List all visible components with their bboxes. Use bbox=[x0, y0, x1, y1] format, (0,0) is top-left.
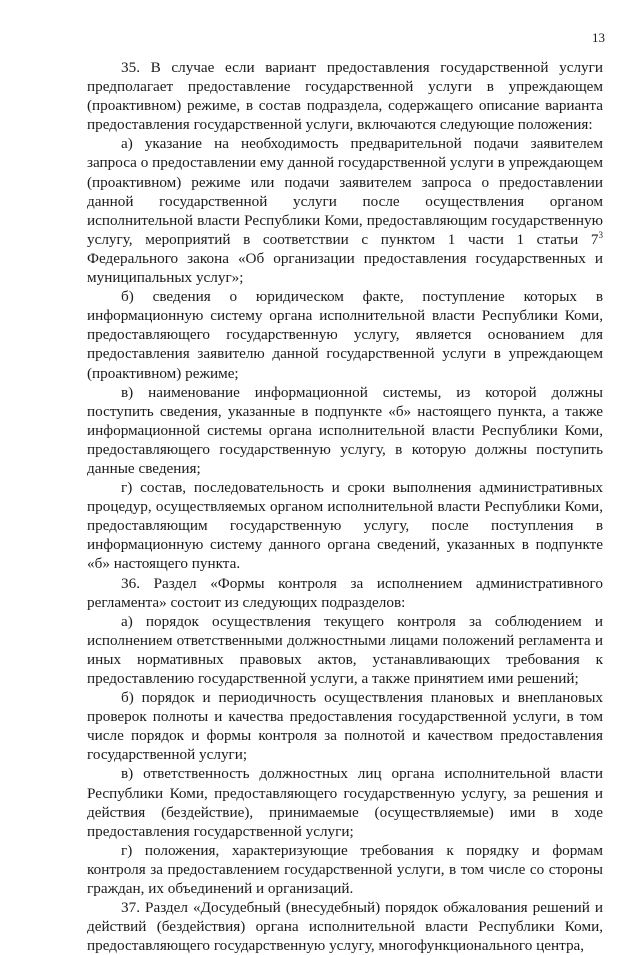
paragraph-37: 37. Раздел «Досудебный (внесудебный) порядок обжалования решений и действий (бездействия) органа исполнительной власти Республики Коми, предоставляющего государственную услугу, многофункционального центра, bbox=[87, 899, 603, 955]
page-number: 13 bbox=[592, 30, 605, 45]
paragraph-36-a: а) порядок осуществления текущего контроля за соблюдением и исполнением ответственными должностными лицами положений регламента и иных нормативных правовых актов, устанавливающих требования к предоставлению государственной услуги, а также принятием ими решений; bbox=[87, 612, 603, 687]
paragraph-35-v: в) наименование информационной системы, из которой должны поступить сведения, указанные в подпункте «б» настоящего пункта, а также информационной системы органа исполнительной власти Республики Коми, предоставляющего государственную услугу, в которую должны поступить данные сведения; bbox=[87, 383, 603, 477]
paragraph-35: 35. В случае если вариант предоставления государственной услуги предполагает предоставление государственной услуги в упреждающем (проактивном) режиме, в состав подраздела, содержащего описание варианта предоставления государственной услуги, включаются следующие положения: bbox=[87, 59, 603, 134]
paragraph-36-v: в) ответственность должностных лиц органа исполнительной власти Республики Коми, предоставляющего государственную услугу, за решения и действия (бездействие), принимаемые (осуществляемые) ими в ходе предоставления государственной услуги; bbox=[87, 765, 603, 840]
document-body bbox=[87, 58, 603, 955]
paragraph-35-a-text: а) указание на необходимость предварительной подачи заявителем запроса о предоставлении ему данной государственной услуги в упреждающем (проактивном) режиме или подачи заявителем запроса о предоставлении данной государственной услуги после осуществления органом исполнительной власти Республики Коми, предоставляющим государственную услугу, мероприятий в соответствии с пунктом 1 части 1 статьи 7 bbox=[87, 135, 603, 248]
paragraph-36-g: г) положения, характеризующие требования к порядку и формам контроля за предоставлением государственной услуги, в том числе со стороны граждан, их объединений и организаций. bbox=[87, 841, 603, 898]
superscript-index: 3 bbox=[598, 229, 603, 240]
paragraph-35-a bbox=[87, 134, 603, 287]
paragraph-35-g: г) состав, последовательность и сроки выполнения административных процедур, осуществляемых органом исполнительной власти Республики Коми, предоставляющим государственную услугу, после поступления в информационную систему данного органа сведений, указанных в подпункте «б» настоящего пункта. bbox=[87, 479, 603, 573]
paragraph-35-b: б) сведения о юридическом факте, поступление которых в информационную систему органа исполнительной власти Республики Коми, предоставляющего государственную услугу, является основанием для предоставления заявителю данной государственной услуги в упреждающем (проактивном) режиме; bbox=[87, 288, 603, 382]
paragraph-36-b: б) порядок и периодичность осуществления плановых и внеплановых проверок полноты и качества предоставления государственной услуги, в том числе порядок и формы контроля за полнотой и качеством предоставления государственной услуги; bbox=[87, 689, 603, 764]
paragraph-36: 36. Раздел «Формы контроля за исполнением административного регламента» состоит из следующих подразделов: bbox=[87, 574, 603, 611]
paragraph-35-a-tail: Федерального закона «Об организации предоставления государственных и муниципальных услуг»; bbox=[87, 249, 603, 287]
